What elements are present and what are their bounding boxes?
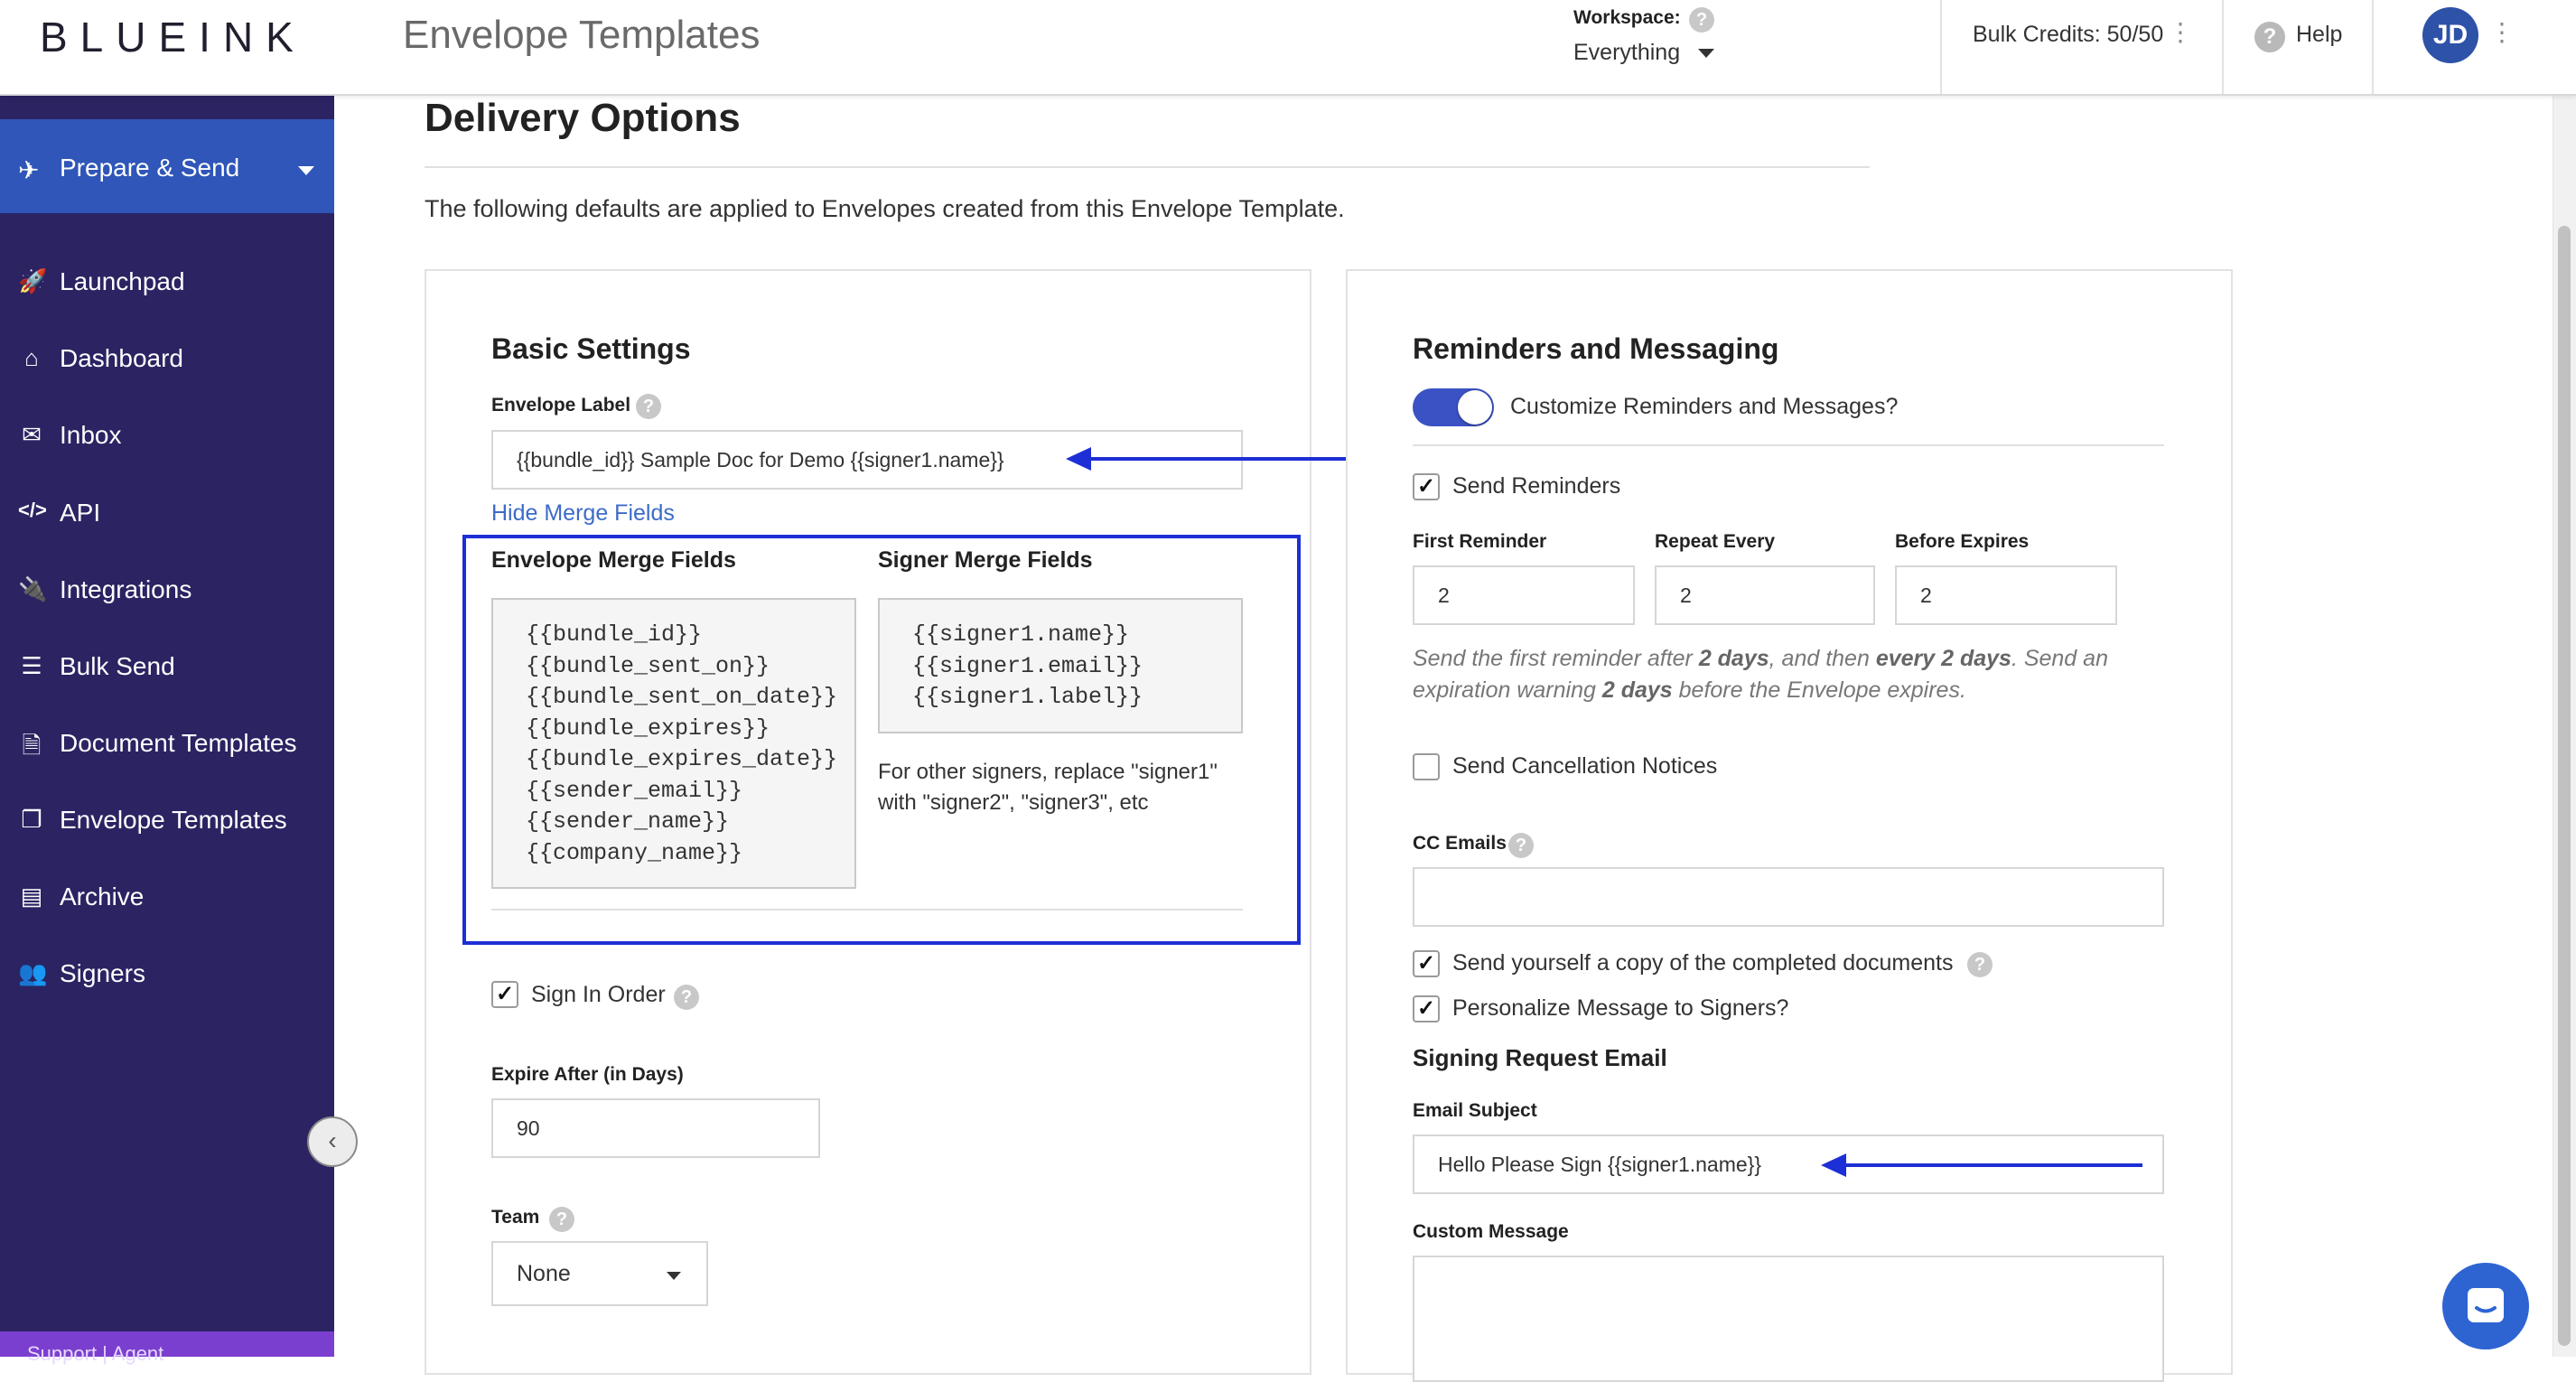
hide-merge-fields-link[interactable]: Hide Merge Fields bbox=[491, 500, 675, 526]
bulk-credits[interactable]: Bulk Credits: 50/50 bbox=[1973, 22, 2164, 47]
first-reminder-label: First Reminder bbox=[1413, 531, 1547, 552]
merge-fields-highlight bbox=[462, 535, 1301, 945]
help-icon[interactable]: ? bbox=[549, 1207, 574, 1232]
sidebar-item-label: API bbox=[60, 499, 101, 527]
merge-field: {{bundle_sent_on}} bbox=[526, 652, 770, 679]
email-subject-label: Email Subject bbox=[1413, 1100, 1537, 1121]
personalize-checkbox[interactable]: ✓ bbox=[1413, 995, 1440, 1022]
sidebar-collapse-button[interactable] bbox=[307, 1116, 358, 1167]
cancellation-checkbox[interactable] bbox=[1413, 753, 1440, 780]
help-icon[interactable]: ? bbox=[636, 394, 661, 419]
paper-plane-icon: ✈ bbox=[18, 156, 40, 184]
sign-in-order-checkbox[interactable]: ✓ bbox=[491, 981, 518, 1008]
chevron-down-icon bbox=[667, 1272, 681, 1280]
merge-field: {{sender_name}} bbox=[526, 808, 730, 835]
plug-icon: 🔌 bbox=[18, 575, 48, 602]
header-divider bbox=[2222, 0, 2224, 94]
code-icon: </> bbox=[18, 499, 47, 521]
toggle-knob bbox=[1458, 390, 1492, 425]
sidebar-item-label: Envelope Templates bbox=[60, 806, 287, 834]
top-bar bbox=[0, 0, 2576, 96]
cancellation-label: Send Cancellation Notices bbox=[1452, 753, 1718, 779]
arrow-left-icon bbox=[1821, 1153, 1846, 1177]
avatar[interactable]: JD bbox=[2422, 7, 2478, 63]
merge-field: {{bundle_id}} bbox=[526, 621, 703, 648]
sidebar-item-label: Integrations bbox=[60, 575, 192, 603]
sidebar-item-api[interactable] bbox=[0, 486, 334, 540]
expire-after-value: 90 bbox=[517, 1116, 540, 1140]
repeat-every-value: 2 bbox=[1680, 583, 1692, 607]
archive-icon: ▤ bbox=[20, 882, 43, 910]
before-expires-input[interactable] bbox=[1895, 565, 2117, 625]
merge-field: {{signer1.label}} bbox=[912, 684, 1143, 710]
sidebar-item-label: Document Templates bbox=[60, 729, 297, 757]
sidebar-item-label: Inbox bbox=[60, 421, 122, 449]
repeat-every-label: Repeat Every bbox=[1655, 531, 1776, 552]
send-reminders-checkbox[interactable]: ✓ bbox=[1413, 473, 1440, 500]
card-title: Reminders and Messaging bbox=[1413, 332, 1779, 365]
email-subject-value: Hello Please Sign {{signer1.name}} bbox=[1438, 1152, 1762, 1176]
reminder-summary bbox=[1413, 643, 2162, 706]
merge-field: {{bundle_expires}} bbox=[526, 714, 770, 742]
sidebar-item-signers[interactable] bbox=[0, 947, 334, 1001]
customize-label: Customize Reminders and Messages? bbox=[1510, 394, 1899, 419]
support-agent-link[interactable]: Support | Agent bbox=[27, 1342, 164, 1365]
help-icon[interactable]: ? bbox=[1689, 7, 1714, 33]
merge-field: {{signer1.name}} bbox=[912, 621, 1130, 648]
brand-logo[interactable]: BLUEINK bbox=[40, 14, 306, 61]
annotation-arrow bbox=[1089, 457, 1386, 461]
divider bbox=[1413, 444, 2164, 446]
send-reminders-label: Send Reminders bbox=[1452, 473, 1621, 499]
workspace-label: Workspace: bbox=[1573, 7, 1681, 28]
sidebar-item-envelope-templates[interactable] bbox=[0, 793, 334, 847]
sidebar-item-label: Signers bbox=[60, 959, 145, 987]
rocket-icon: 🚀 bbox=[18, 267, 48, 294]
section-title: Delivery Options bbox=[425, 96, 741, 140]
header-divider bbox=[1940, 0, 1942, 94]
sidebar-item-integrations[interactable] bbox=[0, 563, 334, 617]
sidebar-item-inbox[interactable] bbox=[0, 408, 334, 462]
before-expires-label: Before Expires bbox=[1895, 531, 2030, 552]
list-icon: ☰ bbox=[21, 652, 42, 679]
signer-note-line: with "signer2", "signer3", etc bbox=[878, 790, 1149, 815]
annotation-arrow bbox=[1844, 1163, 2142, 1167]
merge-field: {{sender_email}} bbox=[526, 777, 743, 804]
sidebar-item-label: Bulk Send bbox=[60, 652, 175, 680]
first-reminder-value: 2 bbox=[1438, 583, 1450, 607]
arrow-left-icon bbox=[1066, 447, 1091, 471]
before-expires-value: 2 bbox=[1920, 583, 1932, 607]
cc-emails-input[interactable] bbox=[1413, 867, 2164, 927]
sidebar-item-label: Archive bbox=[60, 882, 145, 910]
note-bold: 2 days bbox=[1698, 646, 1769, 671]
chat-icon bbox=[2442, 1263, 2529, 1349]
note-text: expiration warning bbox=[1413, 677, 1602, 703]
note-bold: every 2 days bbox=[1875, 646, 2011, 671]
chevron-down-icon bbox=[298, 166, 314, 175]
merge-field: {{company_name}} bbox=[526, 839, 743, 866]
files-icon: ❐ bbox=[21, 806, 42, 833]
sign-in-order-label: Sign In Order bbox=[531, 982, 666, 1007]
envelope-merge-title: Envelope Merge Fields bbox=[491, 547, 736, 573]
note-bold: 2 days bbox=[1601, 677, 1673, 703]
reminders-card bbox=[1346, 269, 2233, 1375]
home-icon: ⌂ bbox=[24, 344, 39, 371]
header-divider bbox=[2372, 0, 2374, 94]
chat-launcher-button[interactable] bbox=[2442, 1263, 2529, 1349]
intro-text: The following defaults are applied to Envelopes created from this Envelope Template. bbox=[425, 195, 1345, 222]
signing-request-title: Signing Request Email bbox=[1413, 1044, 1667, 1071]
first-reminder-input[interactable] bbox=[1413, 565, 1635, 625]
sidebar-item-archive[interactable] bbox=[0, 870, 334, 924]
credits-menu-icon[interactable]: ⋮ bbox=[2168, 18, 2193, 46]
note-text: . Send an bbox=[2011, 646, 2108, 671]
sidebar-item-label: Dashboard bbox=[60, 344, 183, 372]
personalize-label: Personalize Message to Signers? bbox=[1452, 995, 1789, 1021]
help-icon[interactable]: ? bbox=[1967, 952, 1993, 977]
scrollbar-thumb[interactable] bbox=[2558, 226, 2571, 1346]
user-menu-icon[interactable]: ⋮ bbox=[2489, 18, 2515, 46]
note-text: before the Envelope expires. bbox=[1672, 677, 1966, 703]
merge-field: {{bundle_expires_date}} bbox=[526, 746, 838, 772]
team-label: Team bbox=[491, 1207, 540, 1228]
envelope-icon: ✉ bbox=[22, 421, 42, 448]
expire-after-label: Expire After (in Days) bbox=[491, 1064, 684, 1085]
note-text: Send the first reminder after bbox=[1413, 646, 1699, 671]
repeat-every-input[interactable] bbox=[1655, 565, 1875, 625]
help-icon[interactable]: ? bbox=[1508, 833, 1534, 858]
help-icon[interactable]: ? bbox=[2254, 22, 2285, 52]
chevron-left-icon: ‹ bbox=[328, 1126, 337, 1154]
envelope-label-value: {{bundle_id}} Sample Doc for Demo {{signer1.name}} bbox=[517, 447, 1004, 472]
custom-message-textarea[interactable] bbox=[1413, 1256, 2164, 1382]
chevron-down-icon bbox=[1698, 49, 1714, 58]
send-copy-checkbox[interactable]: ✓ bbox=[1413, 950, 1440, 977]
note-text: , and then bbox=[1769, 646, 1876, 671]
prepare-send-label: Prepare & Send bbox=[60, 154, 240, 182]
sidebar-item-label: Launchpad bbox=[60, 267, 185, 295]
divider bbox=[425, 166, 1870, 168]
help-icon[interactable]: ? bbox=[674, 985, 699, 1010]
sidebar-item-bulk-send[interactable] bbox=[0, 640, 334, 694]
merge-field: {{bundle_sent_on_date}} bbox=[526, 684, 838, 710]
sidebar-item-document-templates[interactable] bbox=[0, 716, 334, 770]
custom-message-label: Custom Message bbox=[1413, 1221, 1569, 1242]
help-link[interactable]: Help bbox=[2296, 22, 2343, 47]
sidebar-item-dashboard[interactable] bbox=[0, 331, 334, 386]
expire-after-input[interactable] bbox=[491, 1098, 820, 1158]
merge-field: {{signer1.email}} bbox=[912, 652, 1143, 679]
signer-note-line: For other signers, replace "signer1" bbox=[878, 760, 1218, 784]
cc-emails-label: CC Emails bbox=[1413, 833, 1507, 854]
page-title: Envelope Templates bbox=[403, 13, 761, 57]
signer-merge-title: Signer Merge Fields bbox=[878, 547, 1093, 573]
team-select-value: None bbox=[517, 1260, 571, 1286]
file-icon: 🗎 bbox=[22, 732, 42, 759]
send-copy-label: Send yourself a copy of the completed documents bbox=[1452, 950, 1954, 976]
workspace-select[interactable]: Everything bbox=[1573, 40, 1681, 65]
card-title: Basic Settings bbox=[491, 332, 691, 365]
users-icon: 👥 bbox=[18, 959, 48, 986]
envelope-label-label: Envelope Label bbox=[491, 395, 631, 416]
sidebar-item-launchpad[interactable] bbox=[0, 255, 334, 309]
